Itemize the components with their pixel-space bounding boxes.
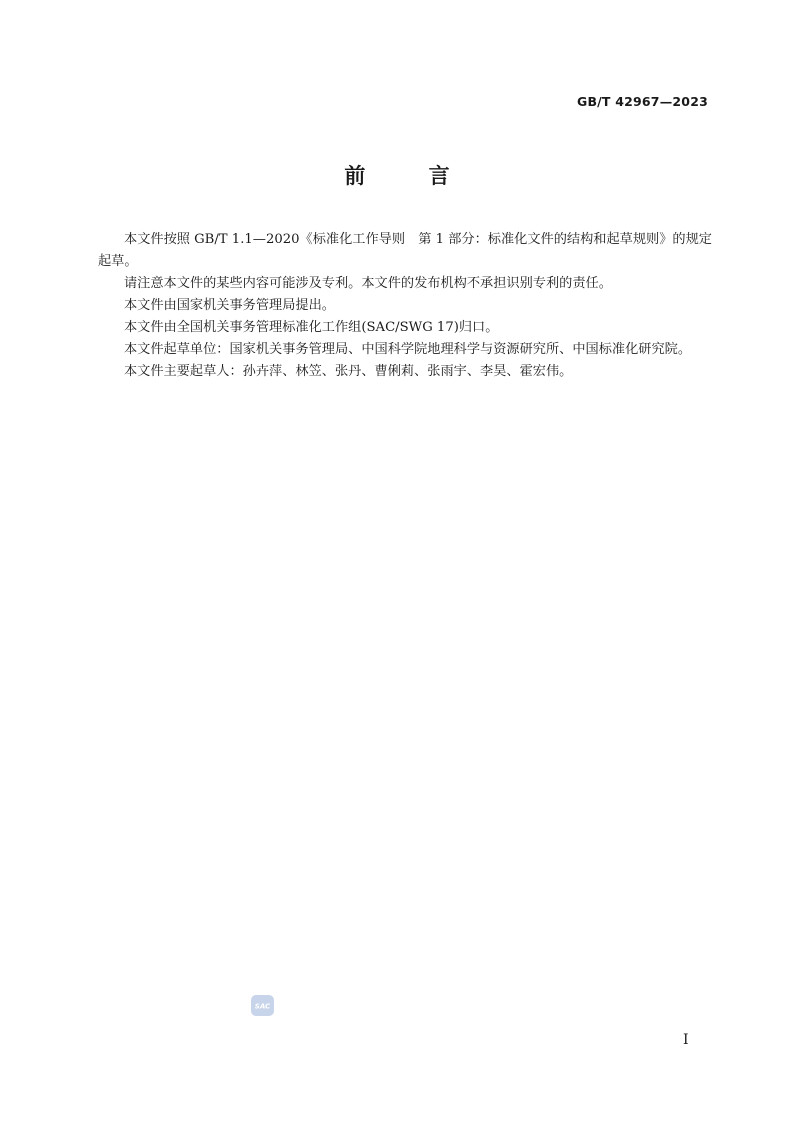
paragraph-proposer: 本文件由国家机关事务管理局提出。 — [124, 298, 335, 313]
sac-watermark-text: SAC — [254, 1002, 271, 1011]
paragraph-drafters: 本文件主要起草人：孙卉萍、林笠、张丹、曹俐莉、张雨宇、李昊、霍宏伟。 — [124, 364, 573, 379]
paragraph-patent-notice: 请注意本文件的某些内容可能涉及专利。本文件的发布机构不承担识别专利的责任。 — [124, 276, 612, 291]
page-number: I — [683, 1032, 689, 1048]
paragraph-drafting-units: 本文件起草单位：国家机关事务管理局、中国科学院地理科学与资源研究所、中国标准化研究院。 — [124, 342, 692, 357]
standard-code-header: GB/T 42967—2023 — [576, 94, 708, 109]
foreword-body — [98, 229, 712, 383]
section-title: 前 言 — [344, 164, 478, 188]
sac-watermark-logo — [251, 995, 274, 1016]
paragraph-committee: 本文件由全国机关事务管理标准化工作组(SAC/SWG 17)归口。 — [124, 320, 499, 335]
paragraph-drafting-rules: 本文件按照 GB/T 1.1—2020《标准化工作导则 第 1 部分：标准化文件的结构和起草规则》的规定起草。 — [98, 232, 712, 269]
